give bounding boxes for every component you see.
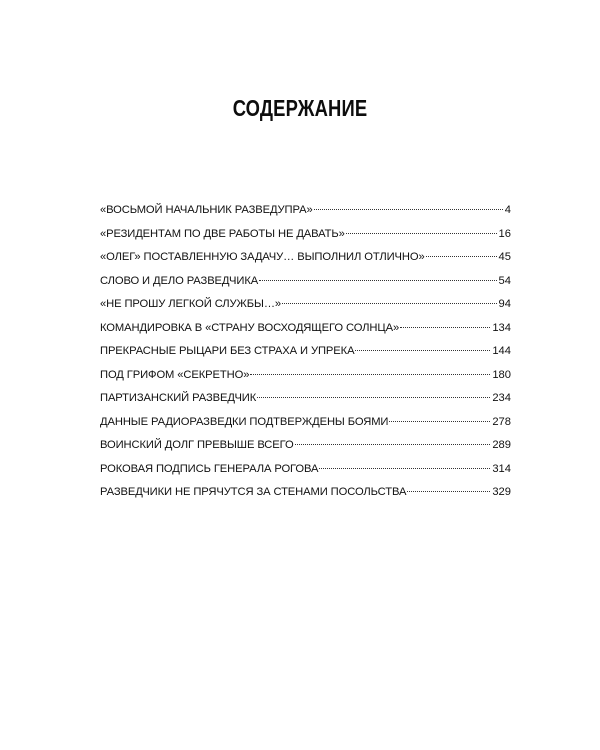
toc-entry-title: ВОИНСКИЙ ДОЛГ ПРЕВЫШЕ ВСЕГО [100, 439, 294, 451]
toc-entry [100, 391, 511, 415]
dot-leader [295, 444, 491, 445]
toc-entry-page-number: 289 [492, 439, 511, 451]
dot-leader [426, 256, 497, 257]
toc-entry-title: ДАННЫЕ РАДИОРАЗВЕДКИ ПОДТВЕРЖДЕНЫ БОЯМИ [100, 415, 389, 428]
toc-entry [100, 462, 511, 486]
dot-leader [314, 209, 503, 210]
toc-entry-page-number: 45 [498, 251, 511, 263]
toc-entry-page-number: 54 [498, 274, 511, 287]
toc-entry [100, 344, 511, 368]
toc-entry [100, 368, 511, 392]
toc-entry-title: ПАРТИЗАНСКИЙ РАЗВЕДЧИК [100, 392, 257, 404]
toc-entry-title: КОМАНДИРОВКА В «СТРАНУ ВОСХОДЯЩЕГО СОЛНЦА» [100, 321, 400, 334]
toc-entry [100, 415, 511, 439]
toc-entry-page-number: 180 [492, 368, 511, 381]
dot-leader [282, 303, 497, 304]
toc-entry-title: «ВОСЬМОЙ НАЧАЛЬНИК РАЗВЕДУПРА» [100, 204, 313, 216]
dot-leader [259, 280, 496, 281]
toc-entry-title: СЛОВО И ДЕЛО РАЗВЕДЧИКА [100, 274, 259, 287]
toc-entry [100, 274, 511, 298]
toc-entry [100, 321, 511, 345]
dot-leader [257, 397, 490, 398]
toc-entry-page-number: 134 [492, 321, 511, 334]
toc-entry [100, 227, 511, 251]
page-title: СОДЕРЖАНИЕ [232, 95, 368, 121]
table-of-contents [100, 203, 511, 509]
toc-entry [100, 438, 511, 462]
toc-entry-title: «РЕЗИДЕНТАМ ПО ДВЕ РАБОТЫ НЕ ДАВАТЬ» [100, 227, 345, 240]
toc-entry-title: РОКОВАЯ ПОДПИСЬ ГЕНЕРАЛА РОГОВА [100, 462, 319, 475]
dot-leader [355, 350, 490, 351]
dot-leader [389, 421, 490, 422]
toc-entry [100, 297, 511, 321]
toc-entry-page-number: 94 [498, 298, 511, 310]
toc-entry-title: «НЕ ПРОШУ ЛЕГКОЙ СЛУЖБЫ…» [100, 298, 282, 310]
toc-entry-title: «ОЛЕГ» ПОСТАВЛЕННУЮ ЗАДАЧУ… ВЫПОЛНИЛ ОТЛИЧНО» [100, 251, 425, 263]
toc-entry-page-number: 234 [492, 392, 511, 404]
dot-leader [407, 491, 490, 492]
toc-entry-page-number: 314 [492, 462, 511, 475]
toc-entry-title: ПОД ГРИФОМ «СЕКРЕТНО» [100, 368, 250, 381]
toc-entry [100, 485, 511, 509]
toc-entry [100, 203, 511, 227]
toc-entry-page-number: 144 [492, 345, 511, 357]
toc-entry-page-number: 329 [492, 486, 511, 498]
toc-entry [100, 250, 511, 274]
dot-leader [250, 374, 490, 375]
toc-entry-page-number: 278 [492, 415, 511, 428]
dot-leader [400, 327, 490, 328]
toc-entry-title: ПРЕКРАСНЫЕ РЫЦАРИ БЕЗ СТРАХА И УПРЕКА [100, 345, 355, 357]
dot-leader [319, 468, 490, 469]
toc-entry-title: РАЗВЕДЧИКИ НЕ ПРЯЧУТСЯ ЗА СТЕНАМИ ПОСОЛЬСТВА [100, 486, 407, 498]
toc-entry-page-number: 16 [498, 227, 511, 240]
dot-leader [346, 233, 497, 234]
toc-entry-page-number: 4 [504, 204, 511, 216]
